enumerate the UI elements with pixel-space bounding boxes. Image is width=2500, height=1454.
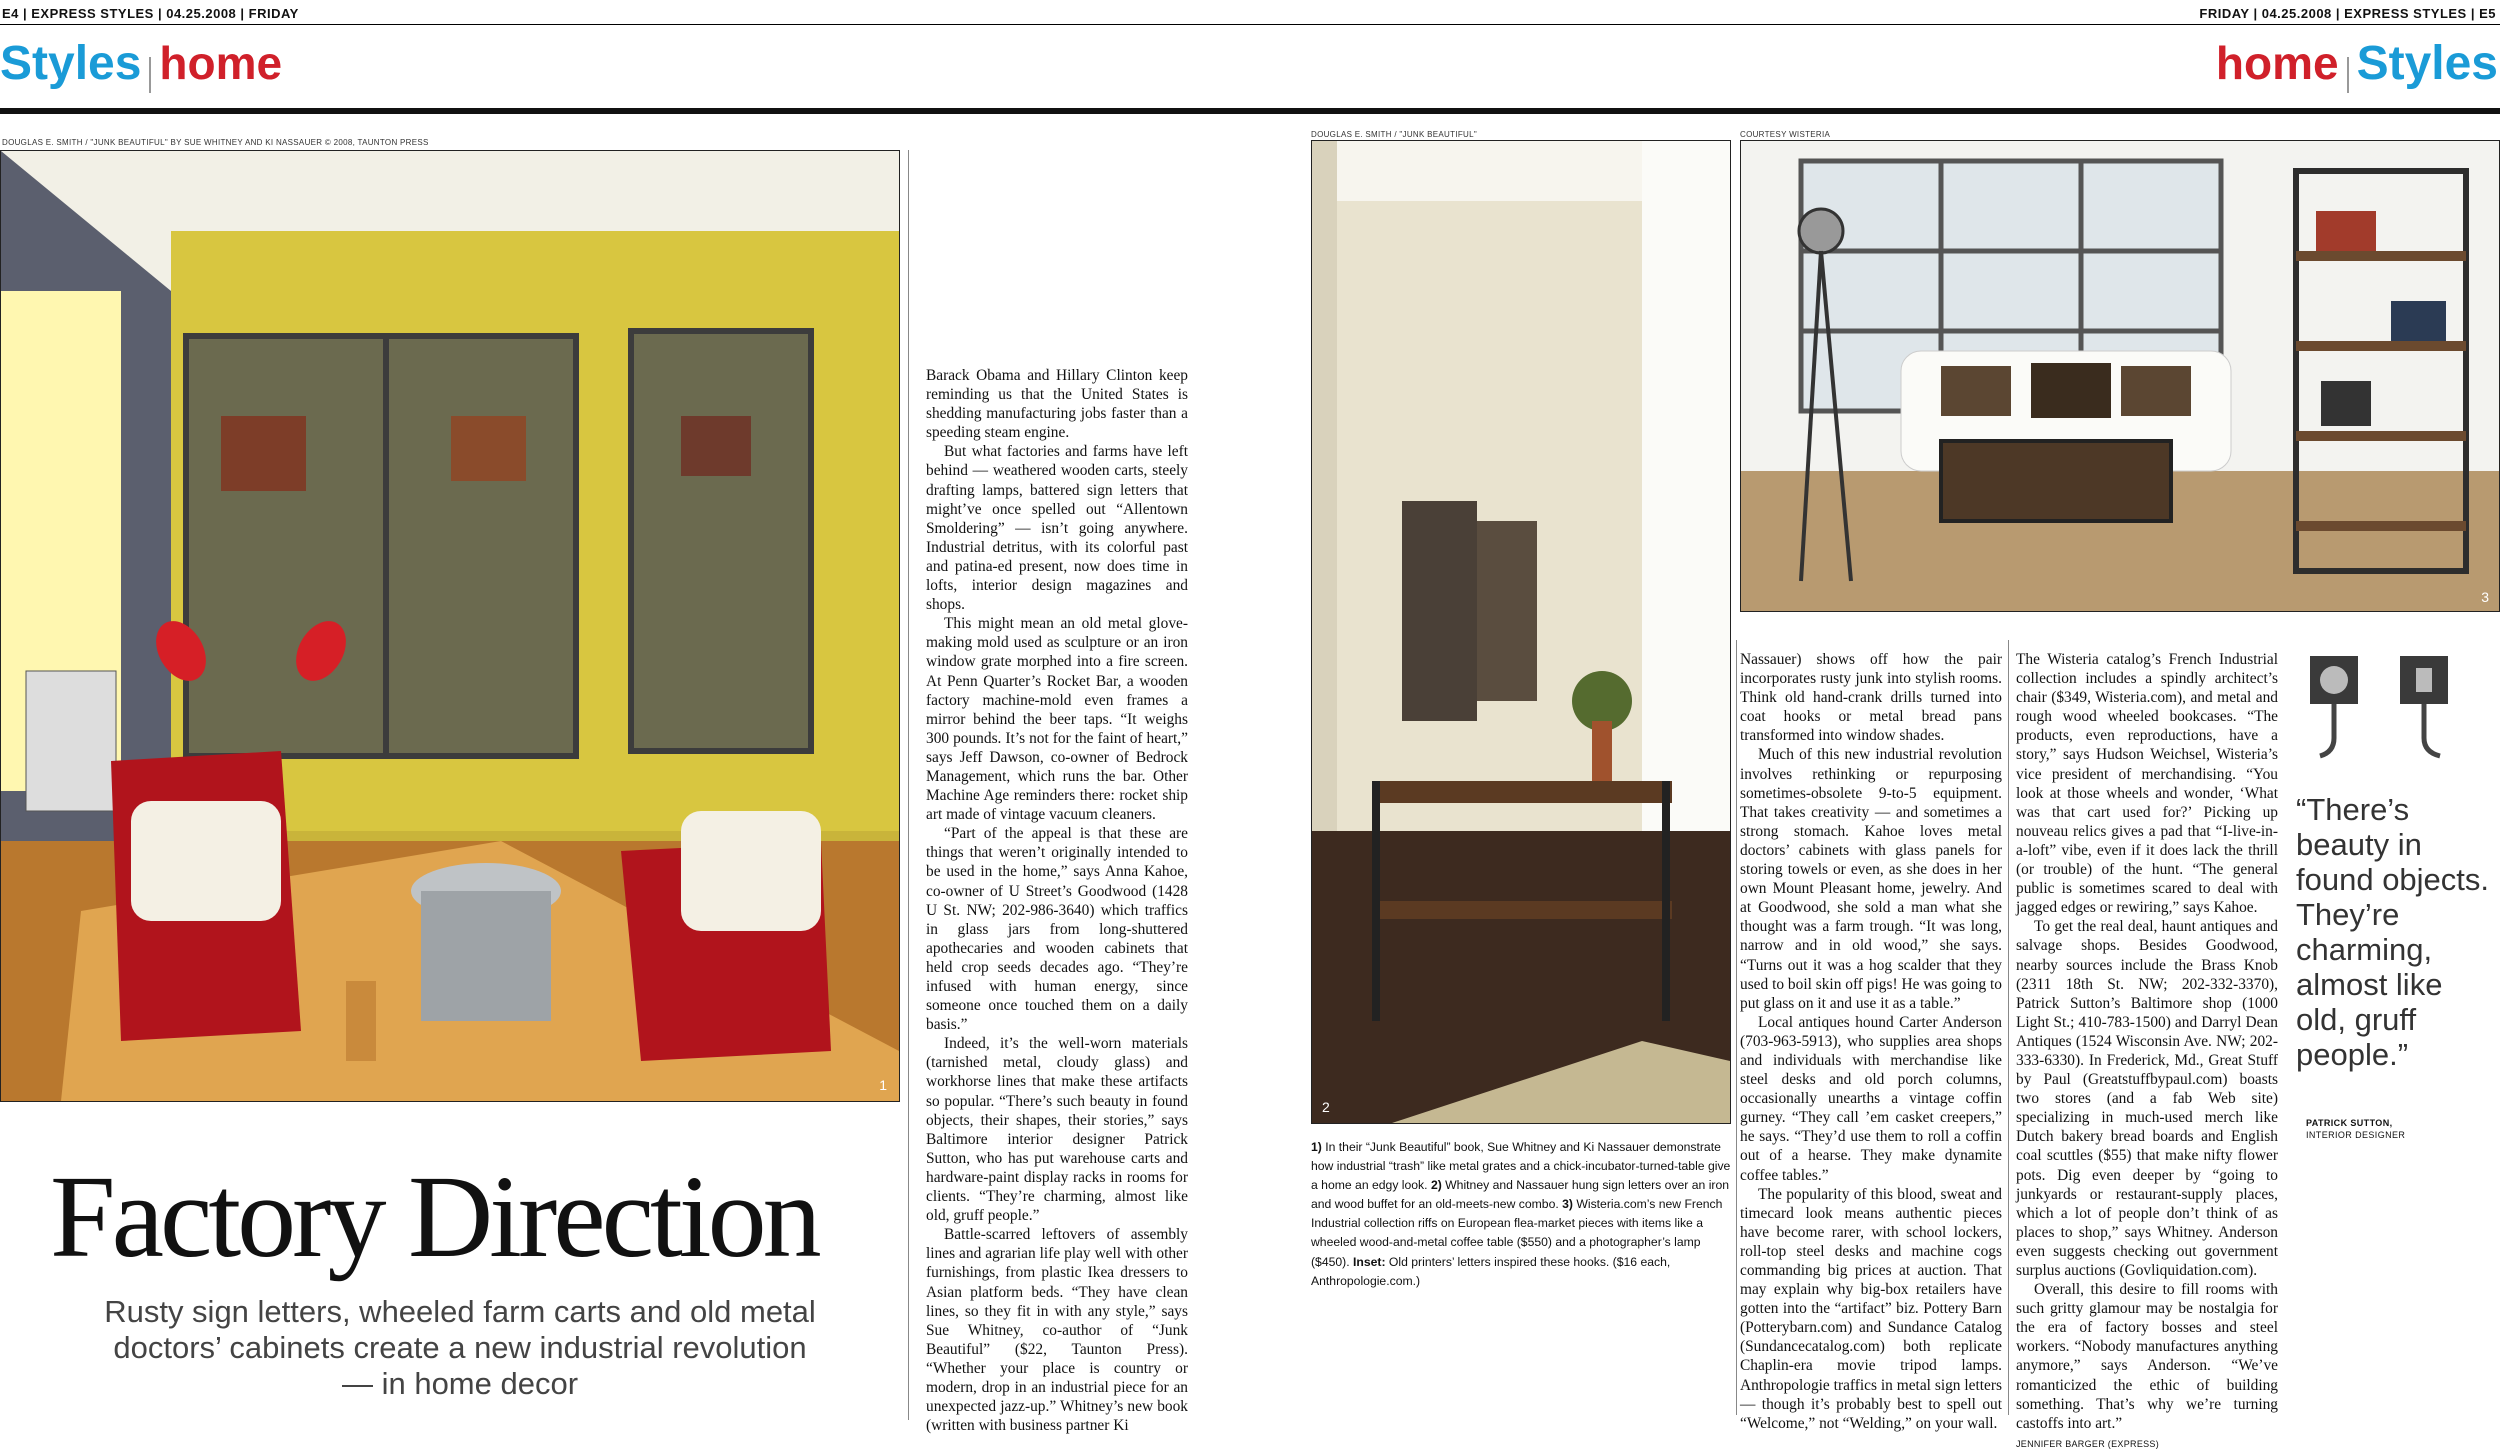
pull-quote-title: INTERIOR DESIGNER (2306, 1130, 2406, 1140)
body-paragraph: Much of this new industrial revolution involves rethinking or repurposing sometimes-obsolete 9-to-5 equipment. That takes creativity — and sometimes a strong stomach. Kahoe loves metal doctors’ cabinets with glass panels for storing towels or even, as she does in her own Mount Pleasant home, jewelry. And at Goodwood, she sold a man what she thought was a farm trough. “It was long, narrow and in old wood,” she says. “Turns out it was a hog scalder that they used to boil skin off pigs! He was going to put glass on it and use it as a table.” (1740, 746, 2002, 1012)
right-section-flag (2215, 37, 2498, 93)
photo3-number: 3 (2481, 589, 2489, 605)
caption-text-3: Wisteria.com’s new French Industrial collection riffs on European flea-market pieces with items like a wheeled wood-and-metal coffee table ($550) and a photographer’s lamp ($450). (1311, 1197, 1723, 1269)
photo3-credit: COURTESY WISTERIA (1740, 130, 1831, 139)
dek: Rusty sign letters, wheeled farm carts and old metal doctors’ cabinets create a new industrial revolution — in home decor (104, 1294, 816, 1401)
body-paragraph: Battle-scarred leftovers of assembly lines and agrarian life play well with other furnishings, from plastic Ikea dressers to Asian platform beds. “They have clean lines, so they fit in with any style,” says Sue Whitney, co-author of “Junk Beautiful” ($22, Taunton Press). “Whether your place is country or modern, drop in an industrial piece for an unexpected jazz-up.” Whitney’s new book (written with business partner Ki (926, 1226, 1188, 1435)
photo2-credit: DOUGLAS E. SMITH / "JUNK BEAUTIFUL" (1311, 130, 1477, 139)
caption-text-4: Old printers’ letters inspired these hooks. ($16 each, Anthropologie.com.) (1311, 1254, 1671, 1288)
caption-num-2: 2) (1430, 1178, 1442, 1193)
column-rule-2 (1736, 640, 1737, 1415)
header-rule (0, 108, 2500, 114)
body-paragraph: The Wisteria catalog’s French Industrial collection includes a spindly architect’s chair ($349, Wisteria.com), and metal and rough wood wheeled bookcases. “The products, even reproductions, have a story,” says Hudson Weichsel, Wisteria’s vice president of merchandising. “You look at those wheels and wonder, ‘What was that cart used for?’ Picking up nouveau relics gives a pad that “I-live-in-a-loft” vibe, even if it does lack the thrill (or trouble) of the hunt. “The general public is sometimes scared to deal with jagged edges or rewiring,” says Kahoe. (2016, 651, 2278, 917)
body-paragraph: The popularity of this blood, sweat and timecard look means authentic pieces have become rarer, with school lockers, roll-top steel desks and machine cogs commanding big prices at auction. That may explain why big-box retailers have gotten into the “artifact” biz. Pottery Barn (Potterybarn.com) and Sundance Catalog (Sundancecatalog.com) both replicate Chaplin-era movie tripod lamps. Anthropologie traffics in metal sign letters — though it’s probably best to spell out “Welcome,” not “Welding,” on your wall. (1740, 1185, 2002, 1432)
caption-num-3: 3) (1562, 1197, 1573, 1212)
body-paragraph: Nassauer) shows off how the pair incorporates rusty junk into stylish rooms. Think old hand-crank drills turned into coat hooks or metal bread pans transformed into window shades. (1740, 651, 2002, 745)
body-paragraph: To get the real deal, haunt antiques and salvage shops. Besides Goodwood, nearby sources include the Brass Knob (2311 18th St. NW; 202-332-3370), Patrick Sutton’s Baltimore shop (1000 Light St.; 410-783-1500) and Darryl Dean Antiques (1524 Wisconsin Ave. NW; 202-333-6330). In Frederick, Md., Great Stuff by Paul (Greatstuffbypaul.com) boasts two stores (and a fab Web site) specializing in much-used merch like Dutch bakery bread boards and English coal scuttles ($55) that make nifty flower pots. Dig even deeper by “going to junkyards or restaurant-supply places, which a lot of people don’t think of as places to shop,” says Whitney. Anderson even suggests checking out government surplus auctions (Govliquidation.com). (2016, 918, 2278, 1279)
body-paragraph: But what factories and farms have left behind — weathered wooden carts, steely drafting lamps, battered sign letters that might’ve once spelled out “Allentown Smoldering” — isn’t going anywhere. Industrial detritus, with its colorful past and patina-ed present, now does time in lofts, interior design magazines and shops. (926, 443, 1188, 614)
right-folio: FRIDAY | 04.25.2008 | EXPRESS STYLES | E5 (2199, 6, 2496, 21)
column-rule-1 (908, 150, 909, 1420)
body-column-1 (926, 366, 1188, 1435)
body-column-3 (2016, 650, 2278, 1454)
body-paragraph: Barack Obama and Hillary Clinton keep reminding us that the United States is shedding manufacturing jobs faster than a speeding steam engine. (926, 367, 1188, 442)
body-paragraph: Overall, this desire to fill rooms with such gritty glamour may be nostalgia for the era of factory bosses and steel workers. “Nobody manufactures anything anymore,” says Anderson. “We’ve romanticized the ethic of building something. That’s why we’re turning castoffs into art.” (2016, 1281, 2278, 1432)
photo2-number: 2 (1322, 1099, 1330, 1115)
column-rule-3 (2008, 640, 2009, 1415)
pull-quote-attribution (2306, 1117, 2496, 1141)
body-paragraph: Local antiques hound Carter Anderson (703-963-5913), who supplies area shops and individuals with merchandise like steel desks and old porch columns, occasionally unearths a vintage coffin gurney. “They call ’em casket creepers,” he says. “They’d use them to roll a coffin out of a hearse. They make dynamite coffee tables.” (1740, 1013, 2002, 1184)
inset-hooks-photo (2290, 652, 2490, 768)
caption-inset-label: Inset: (1353, 1254, 1386, 1269)
left-section-flag (0, 37, 283, 93)
photo-caption (1311, 1138, 1731, 1291)
photo-sign-letters-buffet (1311, 140, 1731, 1124)
pull-quote-name: PATRICK SUTTON, (2306, 1118, 2393, 1128)
styles-label-right: Styles (2356, 37, 2498, 90)
body-paragraph: “Part of the appeal is that these are things that weren’t originally intended to be used in the home,” says Anna Kahoe, co-owner of U Street’s Goodwood (1428 U St. NW; 202-986-3640) which traffics in glass jars from long-shuttered apothecaries and wooden cabinets that held crop seeds decades ago. “They’re infused with human energy, since someone once touched them on a daily basis.” (926, 825, 1188, 1034)
caption-text-2: Whitney and Nassauer hung sign letters over an iron and wood buffet for an old-meets-new combo. (1311, 1178, 1730, 1212)
caption-num-1: 1) (1311, 1140, 1322, 1154)
home-label: home (159, 37, 283, 89)
headline: Factory Direction (50, 1151, 818, 1282)
photo-wisteria-living-room (1740, 140, 2500, 612)
body-column-2 (1740, 650, 2002, 1433)
caption-text-1: In their “Junk Beautiful” book, Sue Whitney and Ki Nassauer demonstrate how industrial “trash” like metal grates and a chick-incubator-turned-table give a home an edgy look. (1311, 1140, 1731, 1193)
home-label-right: home (2215, 37, 2339, 89)
pull-quote: “There’s beauty in found objects. They’re charming, almost like old, gruff people.” (2296, 792, 2490, 1072)
styles-label: Styles (0, 37, 142, 90)
byline-signature: JENNIFER BARGER (EXPRESS) (2016, 1438, 2160, 1449)
left-folio: E4 | EXPRESS STYLES | 04.25.2008 | FRIDAY (2, 6, 299, 21)
body-paragraph: Indeed, it’s the well-worn materials (tarnished metal, cloudy glass) and workhorse lines that make these artifacts so popular. “There’s such beauty in found objects, their shapes, their stories,” says Baltimore interior designer Patrick Sutton, who has put warehouse carts and hardware-paint display racks in rooms for clients. “They’re charming, almost like old, gruff people.” (926, 1035, 1188, 1225)
photo-living-room-red-chairs (0, 150, 900, 1102)
photo1-number: 1 (879, 1077, 887, 1093)
body-paragraph: This might mean an old metal glove-making mold used as sculpture or an iron window grate morphed into a fire screen. At Penn Quarter’s Rocket Bar, a wooden factory machine-mold even frames a mirror behind the beer taps. “It weighs 300 pounds. It’s not for the faint of heart,” says Jeff Dawson, co-owner of Bedrock Management, which runs the bar. Other Machine Age reminders there: rocket ship art made of vintage vacuum cleaners. (926, 615, 1188, 824)
photo1-credit: DOUGLAS E. SMITH / "JUNK BEAUTIFUL" BY SUE WHITNEY AND KI NASSAUER © 2008, TAUNTON PRESS (2, 138, 429, 147)
